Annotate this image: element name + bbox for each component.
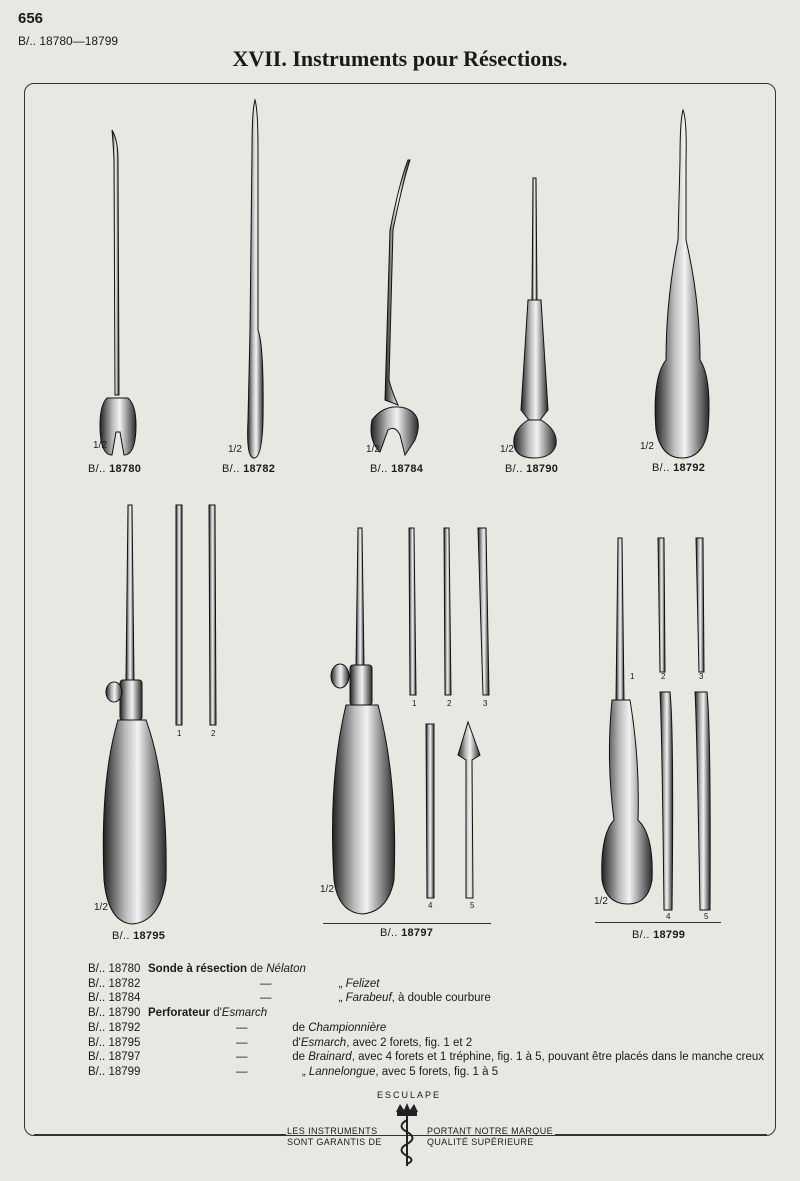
scale-18782: 1/2 [228,444,242,455]
probe-18780-drawing [100,130,136,455]
label-18795: B/.. 18795 [112,930,166,942]
label-18784: B/.. 18784 [370,463,424,475]
perforator-18790-drawing [514,178,556,458]
fig-18799-3: 3 [699,672,704,681]
scale-18780: 1/2 [93,440,107,451]
perforator-18792-drawing [655,110,709,458]
scale-18799: 1/2 [594,896,608,907]
fig-18797-3: 3 [483,699,488,708]
legend-row: B/.. 18792 — de Championnière [88,1021,387,1034]
legend-row: B/.. 18782 — „ Felizet [88,977,380,990]
fig-18797-5: 5 [470,901,475,910]
label-18780: B/.. 18780 [88,463,142,475]
legend-row: B/.. 18799 — „ Lannelongue , avec 5 forets, fig. 1 à 5 [88,1065,499,1078]
group-bracket-18797 [323,923,491,924]
fig-18799-1: 1 [630,672,635,681]
page-range: B/.. 18780—18799 [18,34,119,48]
fig-18797-4: 4 [428,901,433,910]
scale-18784: 1/2 [366,444,380,455]
legend-row: B/.. 18790 Perforateur d' Esmarch [88,1007,268,1020]
fig-18797-2: 2 [447,699,452,708]
perforator-18797-drawing [331,528,489,914]
scale-18797: 1/2 [320,884,334,895]
scale-18795: 1/2 [94,902,108,913]
label-18792: B/.. 18792 [652,462,706,474]
scale-18790: 1/2 [500,444,514,455]
fig-18797-1: 1 [412,699,417,708]
esculape-brand: ESCULAPE [376,1090,442,1100]
page-title: XVII. Instruments pour Résections. [232,46,568,71]
legend-row: B/.. 18780 Sonde à résection de Nélaton [88,963,306,975]
probe-18782-drawing [248,100,264,458]
legend-row: B/.. 18795 — d' Esmarch , avec 2 forets, fig. 1 et 2 [88,1036,473,1049]
fig-18799-2: 2 [661,672,666,681]
legend-row: B/.. 18797 — de Brainard , avec 4 forets et 1 tréphine, fig. 1 à 5, pouvant être placés dans le manche creux [88,1051,765,1064]
group-bracket-18799 [595,922,721,923]
label-18799: B/.. 18799 [632,929,686,941]
fig-18795-1: 1 [177,729,182,738]
footer-rule-right [555,1134,767,1135]
fig-18799-4: 4 [666,912,671,921]
legend-row: B/.. 18784 — „ Farabeuf , à double courbure [88,992,491,1005]
instrument-legend [88,962,764,1080]
perforator-18795-drawing [103,505,216,924]
label-18782: B/.. 18782 [222,463,276,475]
fig-18795-2: 2 [211,729,216,738]
footer-rule-left [34,1134,286,1135]
probe-18784-drawing [371,160,418,455]
page-number: 656 [18,10,44,27]
scale-18792: 1/2 [640,441,654,452]
footer-guarantee-right: PORTANT NOTRE MARQUE QUALITÉ SUPÉRIEURE [427,1126,554,1147]
label-18790: B/.. 18790 [505,463,559,475]
footer-guarantee-left: LES INSTRUMENTS SONT GARANTIS DE [287,1126,382,1147]
label-18797: B/.. 18797 [380,927,434,939]
perforator-18799-drawing [602,538,710,910]
caduceus-trademark-icon [390,1102,424,1170]
fig-18799-5: 5 [704,912,709,921]
